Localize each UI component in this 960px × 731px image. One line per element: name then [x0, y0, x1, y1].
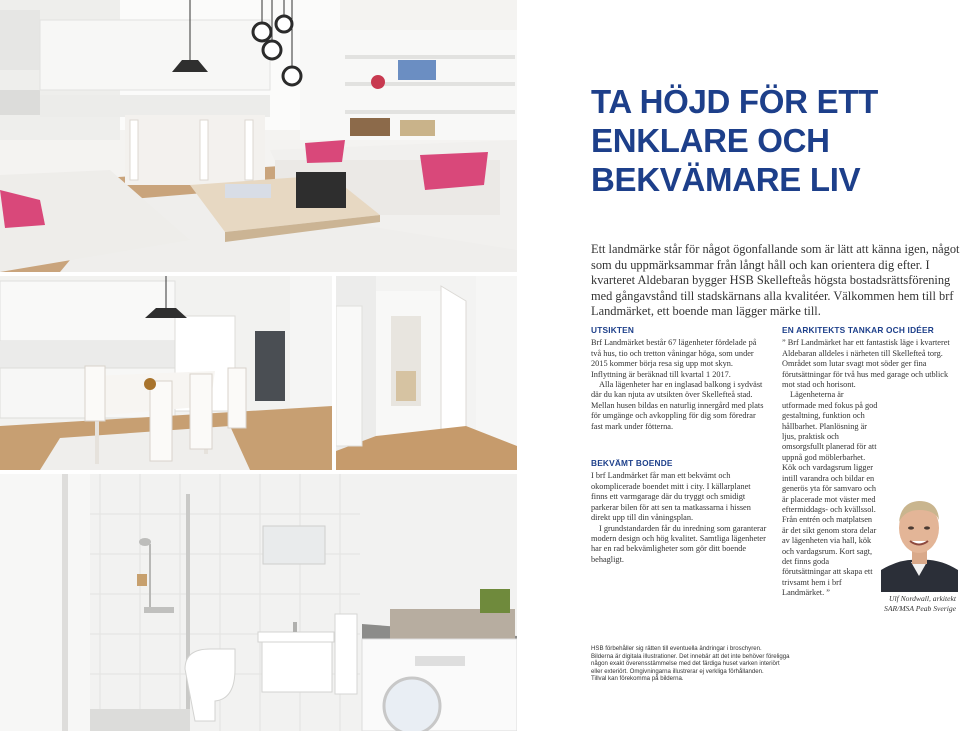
arkitekt-heading: EN ARKITEKTS TANKAR OCH IDÉER: [782, 325, 934, 335]
utsikten-paragraph-2: Alla lägenheter har en inglasad balkong i sydväst där du kan njuta av utsikten över Skellefteå stad. Mellan husen bildas en naturlig innergård med plats för umgänge och avkoppling för dig som föredrar fast mark under fötterna.: [591, 380, 764, 431]
arkitekt-paragraph-1: ” Brf Landmärket har ett fantastisk läge i kvarteret Aldebaran alldeles i närheten till Skellefteå torg. Området som lutar svagt mot söder ger fina förutsättningar för två hus med garage och utblick mot stad och horisont.: [782, 338, 950, 390]
page-title: [591, 82, 931, 199]
title-line-2: ENKLARE OCH: [591, 122, 830, 159]
disclaimer: [591, 645, 801, 683]
portrait-caption: [860, 594, 956, 613]
left-text-column: [591, 325, 767, 565]
arkitekt-paragraph-2: Lägenheterna är utformade med fokus på god gestaltning, funktion och hållbarhet. Planlösning är ljus, praktisk och omsorgsfullt planerad för att uppnå god möblerbarhet. Kök och vardagsrum ligger intill varandra och bildar en generös yta för samvaro och är placerade mot väster med eftermiddags- och kvällssol. Från entrén och matplatsen är det sikt genom stora delar av lägenheten via hall, kök och vardagsrum. Kort sagt, det finns goda förutsättningar att skapa ett trivsamt hem i brf Landmärket. ”: [782, 390, 878, 598]
boende-heading: BEKVÄMT BOENDE: [591, 458, 673, 469]
intro-text: Ett landmärke står för något ögonfallande som är lätt att känna igen, något som du uppmärksammar från långt håll och kan orientera dig efter. I kvarteret Aldebaran bygger HSB Skellefteås högsta bostadsrättsförening med gångavstånd till stadskärnans alla kvalitéer. Välkommen hem till brf Landmärket, ett boende man lägger märke till.: [591, 242, 960, 319]
caption-name: Ulf Nordwall, arkitekt: [888, 594, 956, 603]
caption-firm: SAR/MSA Peab Sverige: [884, 603, 956, 613]
utsikten-paragraph-1: Brf Landmärket består 67 lägenheter fördelade på två hus, tio och tretton våningar höga, som under 2015 kommer börja resa sig upp mot skyn. Inflyttning är beräknad till kvartal 1 2017.: [591, 338, 757, 379]
title-line-1: TA HÖJD FÖR ETT: [591, 83, 878, 120]
living-room-photo: [0, 0, 517, 272]
architect-portrait: [881, 488, 958, 592]
disclaimer-line: Tillval kan förekomma på bilderna.: [591, 675, 684, 683]
disclaimer-line: eller exteriört. Omgivningarna illustrerar ej verkliga förhållanden.: [591, 667, 764, 675]
disclaimer-line: HSB förbehåller sig rätten till eventuella ändringar i broschyren.: [591, 645, 762, 652]
kitchen-photo: [0, 276, 332, 470]
utsikten-heading: UTSIKTEN: [591, 325, 635, 335]
boende-paragraph-1: I brf Landmärket får man ett bekvämt och okomplicerade boendet mitt i city. I källarplanet finns ett varmgarage där du tryggt och smidigt parkerar bilen för att sen ta matkassarna i hissen direkt upp till din våningsplan.: [591, 471, 751, 523]
disclaimer-line: Bilderna är digitala illustrationer. Det innebär att det inte behöver föreligga: [591, 652, 790, 660]
disclaimer-line: någon exakt överensstämmelse med det färdiga huset varken interiört: [591, 660, 780, 668]
bathroom-photo: [0, 474, 517, 731]
title-line-3: BEKVÄMARE LIV: [591, 161, 861, 198]
hallway-photo: [336, 276, 517, 470]
boende-paragraph-2: I grundstandarden får du inredning som garanterar modern design och hög kvalitet. Samtliga lägenheter har en rad bekvämligheter som gör ditt boende behagligt.: [591, 523, 767, 564]
